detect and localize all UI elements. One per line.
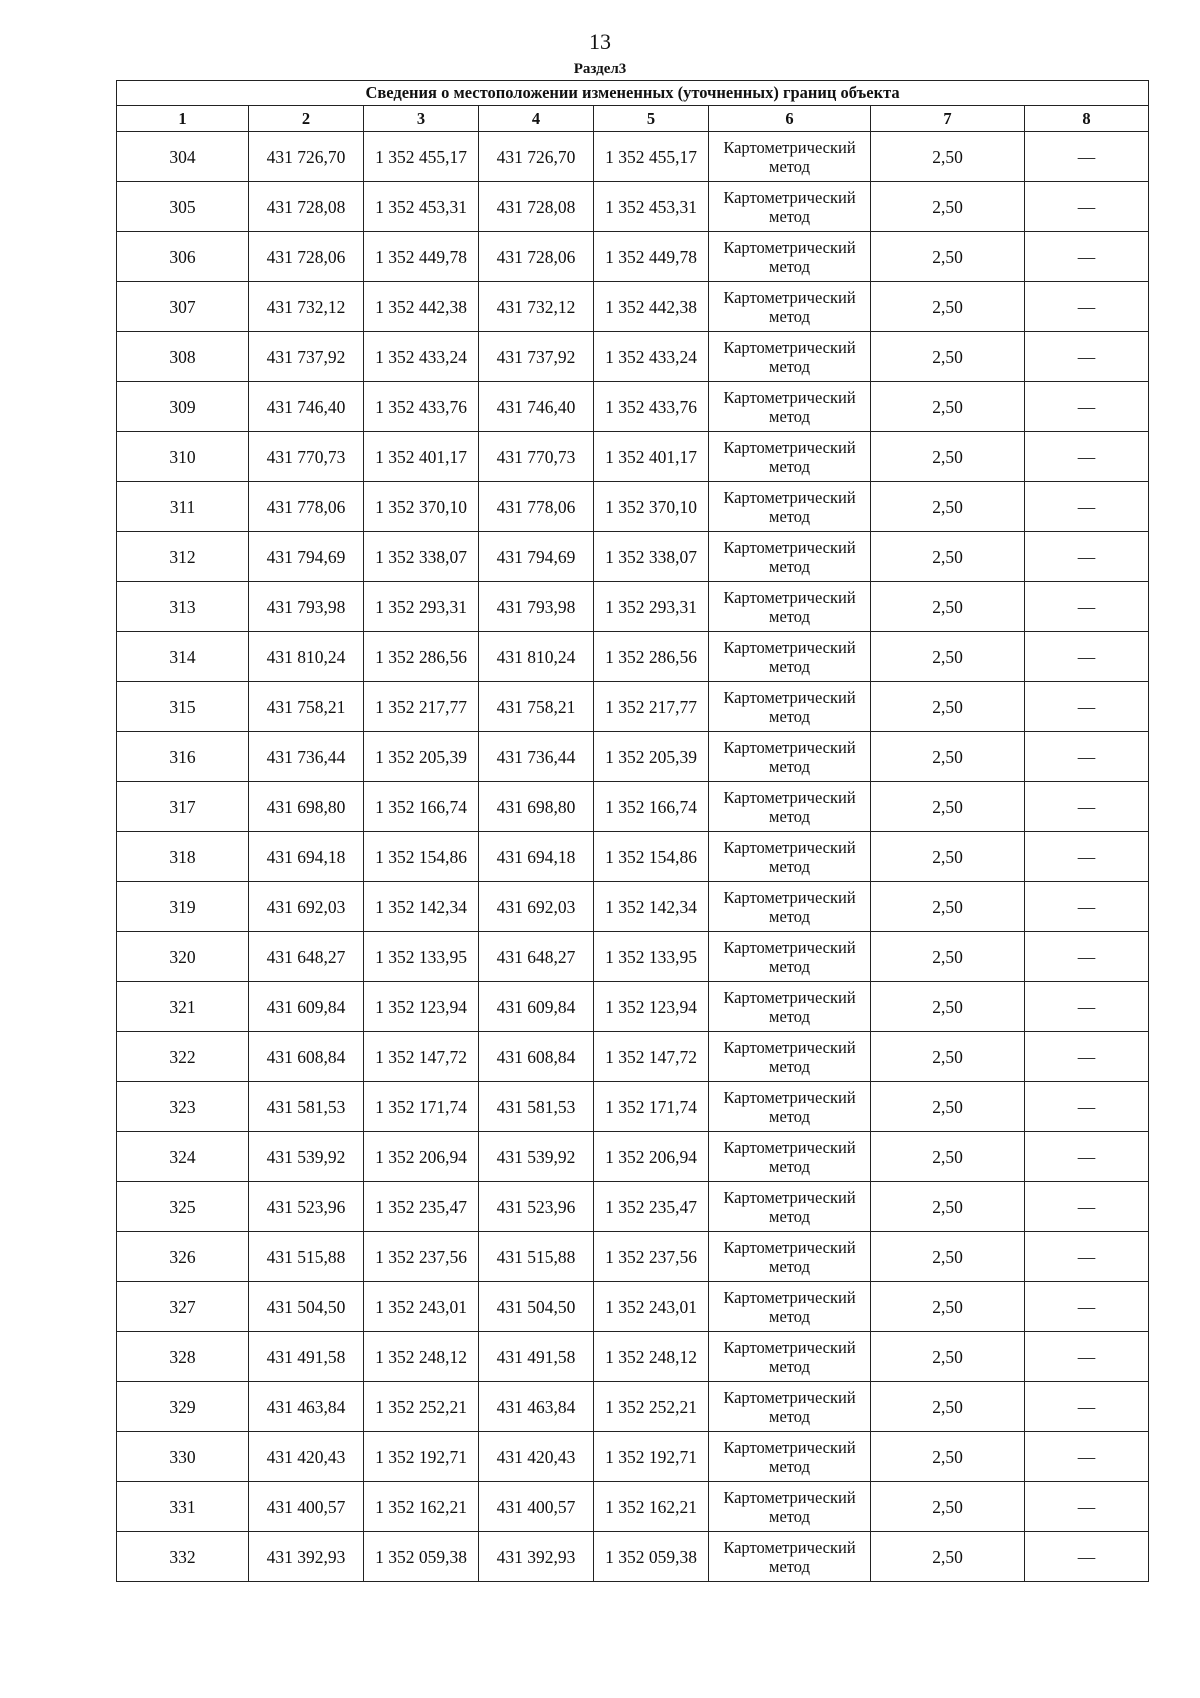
y-refined-cell: 1 352 059,38 bbox=[594, 1532, 709, 1582]
point-number-cell: 317 bbox=[117, 782, 249, 832]
method-cell: Картометрический метод bbox=[709, 532, 871, 582]
y-refined-cell: 1 352 370,10 bbox=[594, 482, 709, 532]
table-row bbox=[117, 1082, 1149, 1132]
y-existing-cell: 1 352 123,94 bbox=[364, 982, 479, 1032]
point-number-cell: 320 bbox=[117, 932, 249, 982]
x-existing-cell: 431 608,84 bbox=[249, 1032, 364, 1082]
x-refined-cell: 431 420,43 bbox=[479, 1432, 594, 1482]
method-cell: Картометрический метод bbox=[709, 782, 871, 832]
x-refined-cell: 431 794,69 bbox=[479, 532, 594, 582]
point-number-cell: 313 bbox=[117, 582, 249, 632]
x-existing-cell: 431 758,21 bbox=[249, 682, 364, 732]
y-existing-cell: 1 352 147,72 bbox=[364, 1032, 479, 1082]
description-cell: — bbox=[1025, 1282, 1149, 1332]
x-existing-cell: 431 581,53 bbox=[249, 1082, 364, 1132]
section-title: Раздел3 bbox=[573, 61, 627, 77]
x-existing-cell: 431 698,80 bbox=[249, 782, 364, 832]
point-number-cell: 330 bbox=[117, 1432, 249, 1482]
y-refined-cell: 1 352 162,21 bbox=[594, 1482, 709, 1532]
x-existing-cell: 431 728,08 bbox=[249, 182, 364, 232]
point-number-cell: 325 bbox=[117, 1182, 249, 1232]
x-existing-cell: 431 810,24 bbox=[249, 632, 364, 682]
x-refined-cell: 431 758,21 bbox=[479, 682, 594, 732]
description-cell: — bbox=[1025, 1532, 1149, 1582]
x-refined-cell: 431 523,96 bbox=[479, 1182, 594, 1232]
x-refined-cell: 431 648,27 bbox=[479, 932, 594, 982]
accuracy-cell: 2,50 bbox=[871, 332, 1025, 382]
table-caption: Сведения о местоположении измененных (уточненных) границ объекта bbox=[117, 81, 1149, 106]
description-cell: — bbox=[1025, 682, 1149, 732]
accuracy-cell: 2,50 bbox=[871, 1282, 1025, 1332]
accuracy-cell: 2,50 bbox=[871, 532, 1025, 582]
column-header: 5 bbox=[594, 106, 709, 132]
y-existing-cell: 1 352 133,95 bbox=[364, 932, 479, 982]
x-refined-cell: 431 491,58 bbox=[479, 1332, 594, 1382]
x-existing-cell: 431 726,70 bbox=[249, 132, 364, 182]
description-cell: — bbox=[1025, 732, 1149, 782]
table-row bbox=[117, 132, 1149, 182]
method-cell: Картометрический метод bbox=[709, 682, 871, 732]
description-cell: — bbox=[1025, 432, 1149, 482]
description-cell: — bbox=[1025, 982, 1149, 1032]
y-refined-cell: 1 352 248,12 bbox=[594, 1332, 709, 1382]
point-number-cell: 322 bbox=[117, 1032, 249, 1082]
table-row bbox=[117, 432, 1149, 482]
y-existing-cell: 1 352 293,31 bbox=[364, 582, 479, 632]
accuracy-cell: 2,50 bbox=[871, 632, 1025, 682]
x-refined-cell: 431 694,18 bbox=[479, 832, 594, 882]
table-row bbox=[117, 482, 1149, 532]
x-refined-cell: 431 728,08 bbox=[479, 182, 594, 232]
x-refined-cell: 431 692,03 bbox=[479, 882, 594, 932]
description-cell: — bbox=[1025, 582, 1149, 632]
table-row bbox=[117, 332, 1149, 382]
description-cell: — bbox=[1025, 932, 1149, 982]
y-refined-cell: 1 352 217,77 bbox=[594, 682, 709, 732]
description-cell: — bbox=[1025, 1332, 1149, 1382]
y-existing-cell: 1 352 370,10 bbox=[364, 482, 479, 532]
method-cell: Картометрический метод bbox=[709, 482, 871, 532]
description-cell: — bbox=[1025, 332, 1149, 382]
y-refined-cell: 1 352 455,17 bbox=[594, 132, 709, 182]
accuracy-cell: 2,50 bbox=[871, 232, 1025, 282]
description-cell: — bbox=[1025, 282, 1149, 332]
column-header: 4 bbox=[479, 106, 594, 132]
x-refined-cell: 431 400,57 bbox=[479, 1482, 594, 1532]
y-refined-cell: 1 352 166,74 bbox=[594, 782, 709, 832]
accuracy-cell: 2,50 bbox=[871, 132, 1025, 182]
y-existing-cell: 1 352 154,86 bbox=[364, 832, 479, 882]
point-number-cell: 326 bbox=[117, 1232, 249, 1282]
table-row bbox=[117, 682, 1149, 732]
x-existing-cell: 431 694,18 bbox=[249, 832, 364, 882]
accuracy-cell: 2,50 bbox=[871, 1332, 1025, 1382]
description-cell: — bbox=[1025, 182, 1149, 232]
accuracy-cell: 2,50 bbox=[871, 582, 1025, 632]
method-cell: Картометрический метод bbox=[709, 1182, 871, 1232]
table-row bbox=[117, 782, 1149, 832]
y-refined-cell: 1 352 293,31 bbox=[594, 582, 709, 632]
table-row bbox=[117, 882, 1149, 932]
table-row bbox=[117, 1482, 1149, 1532]
method-cell: Картометрический метод bbox=[709, 1332, 871, 1382]
table-row bbox=[117, 1182, 1149, 1232]
accuracy-cell: 2,50 bbox=[871, 432, 1025, 482]
x-existing-cell: 431 539,92 bbox=[249, 1132, 364, 1182]
column-header: 1 bbox=[117, 106, 249, 132]
accuracy-cell: 2,50 bbox=[871, 382, 1025, 432]
accuracy-cell: 2,50 bbox=[871, 182, 1025, 232]
point-number-cell: 307 bbox=[117, 282, 249, 332]
x-existing-cell: 431 515,88 bbox=[249, 1232, 364, 1282]
description-cell: — bbox=[1025, 132, 1149, 182]
method-cell: Картометрический метод bbox=[709, 1282, 871, 1332]
x-existing-cell: 431 728,06 bbox=[249, 232, 364, 282]
x-refined-cell: 431 810,24 bbox=[479, 632, 594, 682]
accuracy-cell: 2,50 bbox=[871, 1032, 1025, 1082]
description-cell: — bbox=[1025, 1032, 1149, 1082]
y-refined-cell: 1 352 147,72 bbox=[594, 1032, 709, 1082]
y-refined-cell: 1 352 205,39 bbox=[594, 732, 709, 782]
point-number-cell: 311 bbox=[117, 482, 249, 532]
y-existing-cell: 1 352 433,76 bbox=[364, 382, 479, 432]
method-cell: Картометрический метод bbox=[709, 182, 871, 232]
accuracy-cell: 2,50 bbox=[871, 1532, 1025, 1582]
method-cell: Картометрический метод bbox=[709, 632, 871, 682]
accuracy-cell: 2,50 bbox=[871, 1232, 1025, 1282]
table-row bbox=[117, 1532, 1149, 1582]
x-existing-cell: 431 392,93 bbox=[249, 1532, 364, 1582]
point-number-cell: 308 bbox=[117, 332, 249, 382]
x-refined-cell: 431 732,12 bbox=[479, 282, 594, 332]
point-number-cell: 316 bbox=[117, 732, 249, 782]
y-existing-cell: 1 352 217,77 bbox=[364, 682, 479, 732]
x-refined-cell: 431 736,44 bbox=[479, 732, 594, 782]
x-refined-cell: 431 726,70 bbox=[479, 132, 594, 182]
point-number-cell: 332 bbox=[117, 1532, 249, 1582]
point-number-cell: 310 bbox=[117, 432, 249, 482]
accuracy-cell: 2,50 bbox=[871, 882, 1025, 932]
point-number-cell: 318 bbox=[117, 832, 249, 882]
accuracy-cell: 2,50 bbox=[871, 982, 1025, 1032]
column-header: 8 bbox=[1025, 106, 1149, 132]
table-row bbox=[117, 1282, 1149, 1332]
table-row bbox=[117, 1132, 1149, 1182]
table-row bbox=[117, 1332, 1149, 1382]
x-existing-cell: 431 609,84 bbox=[249, 982, 364, 1032]
accuracy-cell: 2,50 bbox=[871, 1382, 1025, 1432]
y-existing-cell: 1 352 162,21 bbox=[364, 1482, 479, 1532]
description-cell: — bbox=[1025, 1082, 1149, 1132]
y-existing-cell: 1 352 166,74 bbox=[364, 782, 479, 832]
y-existing-cell: 1 352 401,17 bbox=[364, 432, 479, 482]
method-cell: Картометрический метод bbox=[709, 282, 871, 332]
y-refined-cell: 1 352 243,01 bbox=[594, 1282, 709, 1332]
x-existing-cell: 431 732,12 bbox=[249, 282, 364, 332]
y-existing-cell: 1 352 235,47 bbox=[364, 1182, 479, 1232]
column-header: 7 bbox=[871, 106, 1025, 132]
accuracy-cell: 2,50 bbox=[871, 832, 1025, 882]
x-existing-cell: 431 778,06 bbox=[249, 482, 364, 532]
boundary-coordinates-table bbox=[116, 80, 1149, 1582]
y-refined-cell: 1 352 338,07 bbox=[594, 532, 709, 582]
y-existing-cell: 1 352 338,07 bbox=[364, 532, 479, 582]
point-number-cell: 306 bbox=[117, 232, 249, 282]
method-cell: Картометрический метод bbox=[709, 732, 871, 782]
table-row bbox=[117, 182, 1149, 232]
point-number-cell: 304 bbox=[117, 132, 249, 182]
description-cell: — bbox=[1025, 1132, 1149, 1182]
y-refined-cell: 1 352 433,24 bbox=[594, 332, 709, 382]
x-existing-cell: 431 523,96 bbox=[249, 1182, 364, 1232]
description-cell: — bbox=[1025, 482, 1149, 532]
y-refined-cell: 1 352 453,31 bbox=[594, 182, 709, 232]
x-existing-cell: 431 746,40 bbox=[249, 382, 364, 432]
table-row bbox=[117, 532, 1149, 582]
x-existing-cell: 431 400,57 bbox=[249, 1482, 364, 1532]
method-cell: Картометрический метод bbox=[709, 1482, 871, 1532]
method-cell: Картометрический метод bbox=[709, 1082, 871, 1132]
description-cell: — bbox=[1025, 1232, 1149, 1282]
y-refined-cell: 1 352 206,94 bbox=[594, 1132, 709, 1182]
method-cell: Картометрический метод bbox=[709, 432, 871, 482]
x-existing-cell: 431 736,44 bbox=[249, 732, 364, 782]
y-refined-cell: 1 352 142,34 bbox=[594, 882, 709, 932]
point-number-cell: 315 bbox=[117, 682, 249, 732]
y-existing-cell: 1 352 286,56 bbox=[364, 632, 479, 682]
x-refined-cell: 431 746,40 bbox=[479, 382, 594, 432]
table-row bbox=[117, 382, 1149, 432]
method-cell: Картометрический метод bbox=[709, 982, 871, 1032]
x-existing-cell: 431 463,84 bbox=[249, 1382, 364, 1432]
x-existing-cell: 431 504,50 bbox=[249, 1282, 364, 1332]
point-number-cell: 319 bbox=[117, 882, 249, 932]
table-row bbox=[117, 1432, 1149, 1482]
description-cell: — bbox=[1025, 632, 1149, 682]
point-number-cell: 323 bbox=[117, 1082, 249, 1132]
y-refined-cell: 1 352 192,71 bbox=[594, 1432, 709, 1482]
description-cell: — bbox=[1025, 1382, 1149, 1432]
x-refined-cell: 431 698,80 bbox=[479, 782, 594, 832]
y-existing-cell: 1 352 059,38 bbox=[364, 1532, 479, 1582]
x-refined-cell: 431 737,92 bbox=[479, 332, 594, 382]
page-number: 13 bbox=[589, 29, 611, 54]
table-row bbox=[117, 282, 1149, 332]
accuracy-cell: 2,50 bbox=[871, 932, 1025, 982]
x-refined-cell: 431 778,06 bbox=[479, 482, 594, 532]
point-number-cell: 321 bbox=[117, 982, 249, 1032]
point-number-cell: 314 bbox=[117, 632, 249, 682]
y-refined-cell: 1 352 252,21 bbox=[594, 1382, 709, 1432]
y-existing-cell: 1 352 243,01 bbox=[364, 1282, 479, 1332]
x-refined-cell: 431 463,84 bbox=[479, 1382, 594, 1432]
table-row bbox=[117, 1232, 1149, 1282]
accuracy-cell: 2,50 bbox=[871, 1132, 1025, 1182]
y-refined-cell: 1 352 154,86 bbox=[594, 832, 709, 882]
accuracy-cell: 2,50 bbox=[871, 732, 1025, 782]
x-refined-cell: 431 609,84 bbox=[479, 982, 594, 1032]
method-cell: Картометрический метод bbox=[709, 932, 871, 982]
table-body bbox=[117, 132, 1149, 1582]
method-cell: Картометрический метод bbox=[709, 1432, 871, 1482]
table-caption-row bbox=[117, 81, 1149, 106]
x-refined-cell: 431 515,88 bbox=[479, 1232, 594, 1282]
method-cell: Картометрический метод bbox=[709, 832, 871, 882]
point-number-cell: 309 bbox=[117, 382, 249, 432]
table-row bbox=[117, 1382, 1149, 1432]
y-refined-cell: 1 352 237,56 bbox=[594, 1232, 709, 1282]
y-existing-cell: 1 352 237,56 bbox=[364, 1232, 479, 1282]
y-existing-cell: 1 352 205,39 bbox=[364, 732, 479, 782]
x-existing-cell: 431 648,27 bbox=[249, 932, 364, 982]
method-cell: Картометрический метод bbox=[709, 582, 871, 632]
accuracy-cell: 2,50 bbox=[871, 682, 1025, 732]
table-row bbox=[117, 1032, 1149, 1082]
method-cell: Картометрический метод bbox=[709, 1132, 871, 1182]
y-refined-cell: 1 352 133,95 bbox=[594, 932, 709, 982]
y-existing-cell: 1 352 206,94 bbox=[364, 1132, 479, 1182]
column-header-row bbox=[117, 106, 1149, 132]
method-cell: Картометрический метод bbox=[709, 332, 871, 382]
y-existing-cell: 1 352 192,71 bbox=[364, 1432, 479, 1482]
y-refined-cell: 1 352 171,74 bbox=[594, 1082, 709, 1132]
accuracy-cell: 2,50 bbox=[871, 282, 1025, 332]
accuracy-cell: 2,50 bbox=[871, 1082, 1025, 1132]
point-number-cell: 312 bbox=[117, 532, 249, 582]
y-existing-cell: 1 352 442,38 bbox=[364, 282, 479, 332]
method-cell: Картометрический метод bbox=[709, 132, 871, 182]
table-row bbox=[117, 632, 1149, 682]
x-refined-cell: 431 392,93 bbox=[479, 1532, 594, 1582]
y-existing-cell: 1 352 433,24 bbox=[364, 332, 479, 382]
x-refined-cell: 431 728,06 bbox=[479, 232, 594, 282]
accuracy-cell: 2,50 bbox=[871, 782, 1025, 832]
description-cell: — bbox=[1025, 782, 1149, 832]
method-cell: Картометрический метод bbox=[709, 1532, 871, 1582]
y-refined-cell: 1 352 123,94 bbox=[594, 982, 709, 1032]
y-existing-cell: 1 352 449,78 bbox=[364, 232, 479, 282]
method-cell: Картометрический метод bbox=[709, 1232, 871, 1282]
x-existing-cell: 431 692,03 bbox=[249, 882, 364, 932]
point-number-cell: 329 bbox=[117, 1382, 249, 1432]
x-refined-cell: 431 581,53 bbox=[479, 1082, 594, 1132]
table-row bbox=[117, 832, 1149, 882]
table-row bbox=[117, 232, 1149, 282]
point-number-cell: 327 bbox=[117, 1282, 249, 1332]
table-row bbox=[117, 582, 1149, 632]
y-refined-cell: 1 352 235,47 bbox=[594, 1182, 709, 1232]
y-refined-cell: 1 352 286,56 bbox=[594, 632, 709, 682]
description-cell: — bbox=[1025, 882, 1149, 932]
accuracy-cell: 2,50 bbox=[871, 1432, 1025, 1482]
method-cell: Картометрический метод bbox=[709, 382, 871, 432]
method-cell: Картометрический метод bbox=[709, 882, 871, 932]
x-refined-cell: 431 793,98 bbox=[479, 582, 594, 632]
x-refined-cell: 431 770,73 bbox=[479, 432, 594, 482]
x-existing-cell: 431 737,92 bbox=[249, 332, 364, 382]
point-number-cell: 328 bbox=[117, 1332, 249, 1382]
point-number-cell: 331 bbox=[117, 1482, 249, 1532]
accuracy-cell: 2,50 bbox=[871, 1182, 1025, 1232]
y-refined-cell: 1 352 401,17 bbox=[594, 432, 709, 482]
x-existing-cell: 431 794,69 bbox=[249, 532, 364, 582]
column-header: 3 bbox=[364, 106, 479, 132]
x-existing-cell: 431 491,58 bbox=[249, 1332, 364, 1382]
y-refined-cell: 1 352 433,76 bbox=[594, 382, 709, 432]
method-cell: Картометрический метод bbox=[709, 1382, 871, 1432]
table-row bbox=[117, 932, 1149, 982]
x-refined-cell: 431 539,92 bbox=[479, 1132, 594, 1182]
x-existing-cell: 431 770,73 bbox=[249, 432, 364, 482]
accuracy-cell: 2,50 bbox=[871, 482, 1025, 532]
x-refined-cell: 431 504,50 bbox=[479, 1282, 594, 1332]
description-cell: — bbox=[1025, 832, 1149, 882]
column-header: 2 bbox=[249, 106, 364, 132]
y-refined-cell: 1 352 442,38 bbox=[594, 282, 709, 332]
y-existing-cell: 1 352 252,21 bbox=[364, 1382, 479, 1432]
y-existing-cell: 1 352 142,34 bbox=[364, 882, 479, 932]
description-cell: — bbox=[1025, 382, 1149, 432]
y-existing-cell: 1 352 248,12 bbox=[364, 1332, 479, 1382]
description-cell: — bbox=[1025, 1482, 1149, 1532]
description-cell: — bbox=[1025, 232, 1149, 282]
accuracy-cell: 2,50 bbox=[871, 1482, 1025, 1532]
y-existing-cell: 1 352 455,17 bbox=[364, 132, 479, 182]
x-existing-cell: 431 793,98 bbox=[249, 582, 364, 632]
table-row bbox=[117, 982, 1149, 1032]
column-header: 6 bbox=[709, 106, 871, 132]
y-refined-cell: 1 352 449,78 bbox=[594, 232, 709, 282]
description-cell: — bbox=[1025, 1432, 1149, 1482]
y-existing-cell: 1 352 453,31 bbox=[364, 182, 479, 232]
method-cell: Картометрический метод bbox=[709, 232, 871, 282]
y-existing-cell: 1 352 171,74 bbox=[364, 1082, 479, 1132]
x-existing-cell: 431 420,43 bbox=[249, 1432, 364, 1482]
method-cell: Картометрический метод bbox=[709, 1032, 871, 1082]
point-number-cell: 305 bbox=[117, 182, 249, 232]
point-number-cell: 324 bbox=[117, 1132, 249, 1182]
x-refined-cell: 431 608,84 bbox=[479, 1032, 594, 1082]
description-cell: — bbox=[1025, 532, 1149, 582]
description-cell: — bbox=[1025, 1182, 1149, 1232]
table-row bbox=[117, 732, 1149, 782]
